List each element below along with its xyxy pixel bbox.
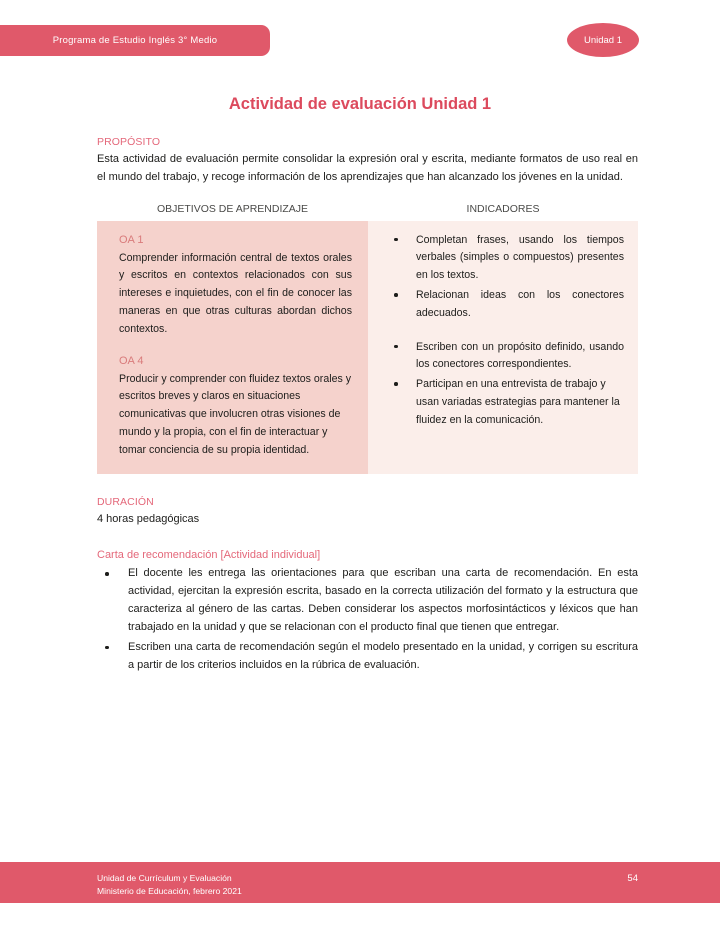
list-item [378,376,624,429]
list-item [378,339,624,375]
indicators-cell [368,221,638,474]
purpose-section [97,136,638,187]
page-title: Actividad de evaluación Unidad 1 [228,95,492,114]
bullet-icon [394,382,398,386]
bullet-icon [394,238,398,242]
activity-bullet-text: Escriben una carta de recomendación según el modelo presentado en la unidad, y corrigen su escritura a partir de los criterios incluidos en la rúbrica de evaluación. [128,640,638,671]
table-header-row [97,203,638,221]
activity-section [97,549,638,675]
objective-code: OA 1 [119,233,144,246]
indicator-text: Relacionan ideas con los conectores adecuados. [416,289,624,319]
purpose-text: Esta actividad de evaluación permite consolidar la expresión oral y escrita, mediante formatos de uso real en el mundo del trabajo, y recoge información de los aprendizajes que han alcanzado los jóvenes en la unidad. [97,153,638,183]
indicator-text: Participan en una entrevista de trabajo y usan variadas estrategias para mantener la fluidez en la comunicación. [416,378,620,426]
objective-code: OA 4 [119,354,144,367]
column-header-indicators: INDICADORES [466,202,540,215]
list-item [378,232,624,285]
activity-title: Carta de recomendación [Actividad individual] [97,549,321,562]
bullet-icon [394,293,398,297]
program-header-banner [0,25,270,56]
page-number: 54 [627,873,638,884]
objectives-cell [97,221,368,474]
document-content [97,136,638,677]
list-item [97,565,638,637]
purpose-label: PROPÓSITO [97,136,161,148]
objective-item [119,355,352,460]
bullet-icon [105,572,109,576]
duration-section [97,496,638,528]
bullet-icon [105,646,109,650]
indicator-text: Escriben con un propósito definido, usando los conectores correspondientes. [416,340,624,371]
objective-item [119,234,352,339]
duration-value: 4 horas pedagógicas [97,512,200,525]
table-body-row [97,221,638,474]
indicators-list [378,232,624,430]
activity-bullet-list [97,565,638,675]
indicator-text: Completan frases, usando los tiempos verbales (simples o compuestos) presentes en los textos. [416,233,624,282]
column-header-objectives: OBJETIVOS DE APRENDIZAJE [156,202,309,215]
unit-badge [567,23,639,57]
list-item [97,639,638,675]
duration-label: DURACIÓN [97,495,154,508]
program-header-label: Programa de Estudio Inglés 3° Medio [52,35,218,46]
footer-line-1: Unidad de Currículum y Evaluación [97,873,232,883]
bullet-icon [394,345,398,349]
objective-description: Producir y comprender con fluidez textos orales y escritos breves y claros en situaciones comunicativas que involucren otras visiones de mundo y la propia, con el fin de interactuar y tomar conciencia de su propia identidad. [119,372,351,456]
activity-bullet-text: El docente les entrega las orientaciones para que escriban una carta de recomendación. En esta actividad, ejercitan la expresión escrita, basado en la correcta utilización del formato y la estructura que caracteriza al género de las cartas. Deben considerar los aspectos morfosintácticos y léxicos que han trabajado en la unidad y que se relacionan con el producto final que tienen que entregar. [128,567,638,633]
unit-badge-label: Unidad 1 [583,34,623,46]
list-item [378,287,624,323]
footer-line-2: Ministerio de Educación, febrero 2021 [97,886,242,897]
objectives-indicators-table [97,203,638,474]
objective-description: Comprender información central de textos orales y escritos en contextos relacionados con sus intereses e inquietudes, con el fin de conocer las maneras en que otras culturas abordan dichos contextos. [119,251,352,335]
